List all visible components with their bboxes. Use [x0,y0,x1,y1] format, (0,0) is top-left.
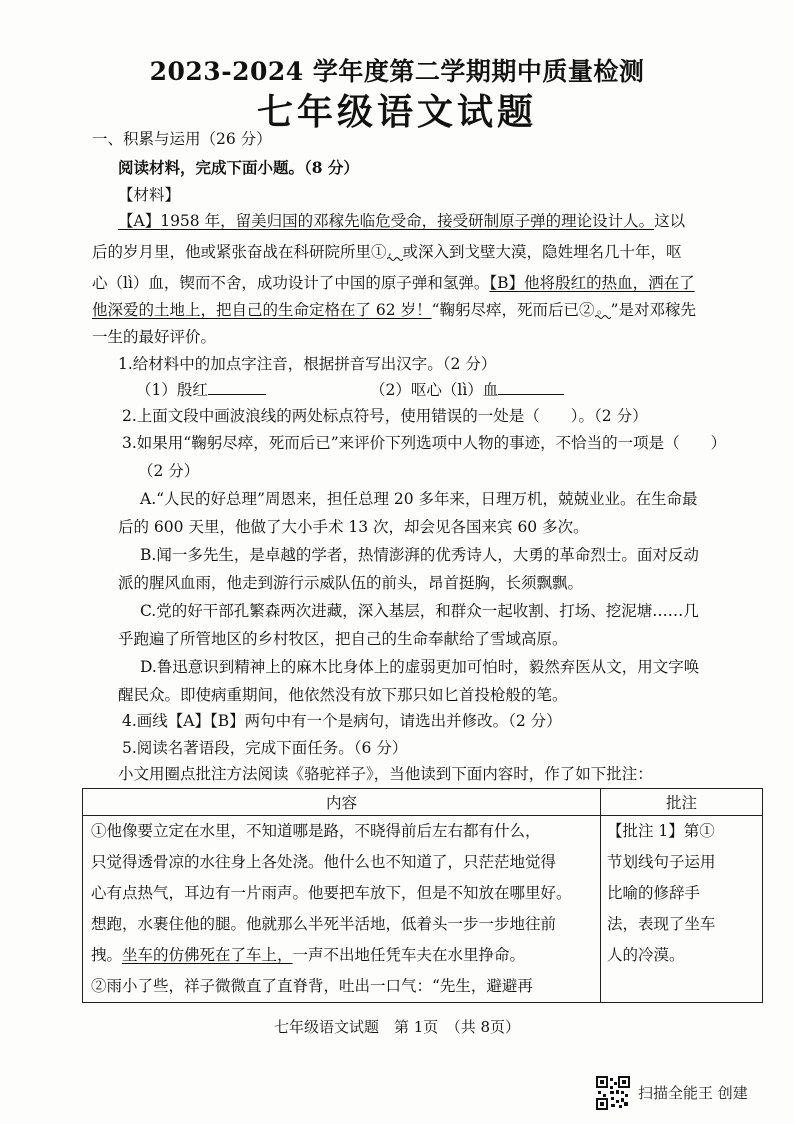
svg-text:,: , [387,251,392,258]
svg-text:。: 。 [596,309,609,316]
exam-subtitle: 七年级语文试题 [256,92,537,133]
passage-line-4-end: ”是对邓稼先 [610,301,696,319]
passage-line-3 [92,272,695,294]
passage-line-2-text: 后的岁月里，他或紧张奋战在科研院所里① [92,243,387,261]
table-header-note: 批注 [601,789,763,816]
material-label: 【材料】 [118,186,181,204]
qr-code-icon [596,1076,630,1110]
option-a-line-1: A.“人民的好总理”周恩来，担任总理 20 多年来，日理万机，兢兢业业。在生命最 [140,490,698,508]
passage-line-1-rest: 这以 [654,212,686,230]
passage-line-1 [118,210,764,232]
content-line: 只觉得透骨凉的水往身上各处浇。他什么也不知道了，只茫茫地觉得 [91,853,557,871]
option-c-line-1: C.党的好干部孔繁森两次进藏，深入基层，和群众一起收割、打场、挖泥塘……几 [140,602,699,620]
section-heading: 一、积累与运用（26 分） [92,130,272,148]
question-4: 4.画线【A】【B】两句中有一个是病句，请选出并修改。（2 分） [122,712,562,730]
option-a-line-2: 后的 600 天里，他做了大小手术 13 次，却会见各国来宾 60 多次。 [118,518,589,536]
note-line: 比喻的修辞手 [607,884,701,902]
underlined-sentence: 坐车的仿佛死在了车上， [122,946,293,964]
option-b-line-2: 派的腥风血雨，他走到游行示威队伍的前头，昂首挺胸，长须飘飘。 [118,574,584,592]
content-line: 想跑，水裹住他的腿。他就那么半死半活地，低着头一步一步地往前 [91,915,557,933]
question-5: 5.阅读名著语段，完成下面任务。（6 分） [122,739,408,757]
table-header-content: 内容 [83,789,601,816]
option-c-line-2: 乎跑遍了所管地区的乡村牧区，把自己的生命奉献给了雪域高原。 [118,630,568,648]
content-line: 心有点热气，耳边有一片雨声。他要把车放下，但是不知放在哪里好。 [91,884,572,902]
question-1-part-a-label: （1）殷红 [136,381,208,399]
sentence-a: 1958 年，留美归国的邓稼先临危受命，接受研制原子弹的理论设计人。 [160,212,655,230]
section-instruction: 阅读材料，完成下面小题。（8 分） [118,158,359,177]
sentence-a-mark: 【A】 [118,212,161,230]
sentence-b-end: 他深爱的土地上，把自己的生命定格在了 62 岁！ [92,301,432,319]
question-3-score: （2 分） [138,462,200,480]
question-2: 2.上面文段中画波浪线的两处标点符号，使用错误的一处是（ ）。（2 分） [122,407,648,425]
table-content-cell [83,816,601,1003]
question-1-part-b [370,379,564,401]
question-3: 3.如果用“鞠躬尽瘁，死而后已”来评价下列选项中人物的事迹，不恰当的一项是（ ） [122,434,727,452]
content-line-start: 拽。 [91,946,123,964]
table-note-cell [601,816,763,1003]
exam-title: 2023-2024 学年度第二学期期中质量检测 [149,57,645,86]
sentence-b-start: 【B】他将殷红的热血，洒在了 [489,274,695,292]
content-line [83,940,600,971]
question-1-part-a [136,379,266,401]
content-line: ②雨小了些，祥子微微直了直脊背，吐出一口气：“先生，避避再 [91,977,533,995]
scanner-brand: 扫描全能王 创建 [638,1084,748,1102]
question-1-part-b-label: （2）呕心（lì）血 [370,381,499,399]
annotation-table [82,788,763,1003]
note-line: 人的冷漠。 [607,946,685,964]
content-line: ①他像要立定在水里，不知道哪是路，不晓得前后左右都有什么， [91,822,541,840]
question-1: 1.给材料中的加点字注音，根据拼音写出汉字。（2 分） [118,355,497,373]
passage-line-2 [92,241,682,263]
note-line: 法，表现了坐车 [607,915,716,933]
option-d-line-2: 醒民众。即使病重期间，他依然没有放下那只如匕首投枪般的笔。 [118,686,568,704]
wavy-punctuation-mark-2 [595,309,611,319]
passage-line-2-rest: 或深入到戈壁大漠，隐姓埋名几十年，呕 [402,243,682,261]
option-d-line-1: D.鲁迅意识到精神上的麻木比身体上的虚弱更加可怕时，毅然弃医从文，用文字唤 [140,658,700,676]
answer-blank-1b[interactable] [498,379,564,395]
question-5-intro: 小文用圈点批注方法阅读《骆驼祥子》，当他读到下面内容时，作了如下批注： [118,765,653,783]
passage-line-3-text: 心（lì）血，锲而不舍，成功设计了中国的原子弹和氢弹。 [92,274,490,292]
note-line: 节划线句子运用 [607,853,716,871]
note-line: 【批注 1】第① [607,822,715,840]
answer-blank-1a[interactable] [208,379,266,395]
page-footer: 七年级语文试题 第 1页 （共 8页） [273,1018,521,1036]
content-line-rest: 一声不出地任凭车夫在水里挣命。 [292,946,526,964]
wavy-punctuation-mark-1 [387,251,403,261]
passage-line-4 [92,299,696,321]
passage-line-4-rest: “鞠躬尽瘁，死而后已② [431,301,595,319]
passage-line-5: 一生的最好评价。 [92,328,217,346]
option-b-line-1: B.闻一多先生，是卓越的学者，热情澎湃的优秀诗人，大勇的革命烈士。面对反动 [140,546,699,564]
